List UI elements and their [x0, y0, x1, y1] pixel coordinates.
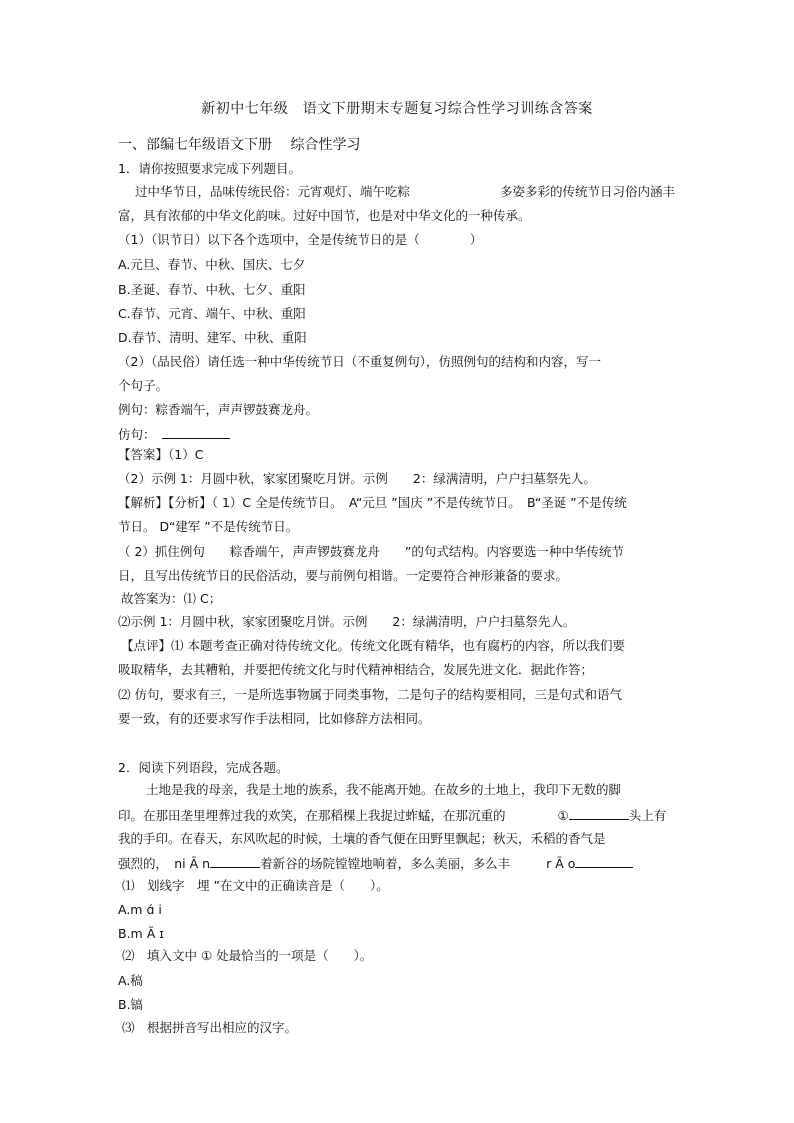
- q2-option-a-1: A.m ɑ́ i: [118, 902, 162, 917]
- q2-subquestion-2: ⑵ 填入文中 ① 处最恰当的一项是（ ）。: [122, 948, 373, 963]
- blank-marker-1: ①: [557, 808, 569, 823]
- a1-analysis-4: 日，且写出传统节日的民俗活动，要与前例句相谐。一定要符合神形兼备的要求。: [118, 568, 569, 583]
- q2-option-b-1: B.m Ã ɪ: [118, 926, 164, 941]
- answer-blank: [569, 806, 629, 820]
- q1-subquestion-1: （1）（识节日）以下各个选项中，全是传统节日的是（ ）: [118, 232, 483, 247]
- q2-passage-text: 强烈的， ni Ã n: [118, 856, 211, 871]
- q2-passage-text-cont: 头上有: [628, 808, 667, 823]
- q2-passage-text: 印。在那田垄里埋葬过我的欢笑，在那稻棵上我捉过蚱蜢，在那沉重的: [118, 808, 506, 823]
- a1-review-1: 【点评】⑴ 本题考查正确对待传统文化。传统文化既有精华，也有腐朽的内容，所以我们要: [121, 638, 625, 653]
- q1-passage-text-cont: 多姿多彩的传统节日习俗内涵丰: [500, 184, 676, 199]
- q1-passage-line-2: 富，具有浓郁的中华文化韵味。过好中国节，也是对中华文化的一种传承。: [118, 208, 531, 223]
- a1-answer-2: （2）示例 1：月圆中秋，家家团聚吃月饼。示例 2：绿满清明，户户扫墓祭先人。: [118, 471, 596, 486]
- q2-heading: 2．阅读下列语段，完成各题。: [118, 760, 289, 775]
- a1-analysis-3: （ 2）抓住例句 粽香端午，声声锣鼓赛龙舟 ”的句式结构。内容要选一种中华传统节: [118, 544, 624, 559]
- q1-imitation-label: 仿句：: [118, 427, 156, 442]
- q1-passage-text: 过中华节日，品味传统民俗：元宵观灯、端午吃粽: [135, 184, 411, 199]
- q1-option-c: C.春节、元宵、端午、中秋、重阳: [118, 306, 306, 321]
- answer-blank: [210, 854, 260, 868]
- q2-subquestion-1: ⑴ 划线字 埋 ”在文中的正确读音是（ ）。: [122, 878, 389, 893]
- answer-blank: [162, 425, 230, 439]
- a1-analysis-2: 节日。 D“建军 ”不是传统节日。: [118, 519, 299, 534]
- q1-option-a: A.元旦、春节、中秋、国庆、七夕: [118, 257, 306, 272]
- q2-passage-line-3: 我的手印。在春天，东风吹起的时候，土壤的香气便在田野里飘起；秋天，禾稻的香气是: [118, 831, 606, 846]
- a1-review-2: 吸取精华，去其糟粕，并要把传统文化与时代精神相结合，发展先进文化．据此作答；: [118, 662, 594, 677]
- q2-passage-line-4: [118, 854, 633, 873]
- q1-subquestion-2: （2）（品民俗）请任选一种中华传统节日（不重复例句），仿照例句的结构和内容，写一: [118, 354, 601, 369]
- q1-subquestion-2-cont: 个句子。: [118, 378, 169, 393]
- pinyin-rao: r Ã o: [546, 856, 576, 871]
- a1-review-4: 要一致，有的还要求写作手法相同，比如修辞方法相同。: [118, 711, 431, 726]
- q2-passage-line-2: [118, 806, 666, 825]
- a1-final-1: 故答案为：⑴ C；: [121, 591, 222, 606]
- q2-option-b-2: B.镐: [118, 997, 144, 1012]
- q2-passage-line-1: 土地是我的母亲，我是土地的族系，我不能离开她。在故乡的土地上，我印下无数的脚: [146, 782, 622, 797]
- q1-heading: 1．请你按照要求完成下列题目。: [118, 161, 301, 176]
- a1-final-2: ⑵示例 1：月圆中秋，家家团聚吃月饼。示例 2：绿满清明，户户扫墓祭先人。: [118, 614, 576, 629]
- a1-answer: 【答案】（1）C: [118, 447, 204, 462]
- q2-subquestion-3: ⑶ 根据拼音写出相应的汉字。: [122, 1020, 298, 1035]
- q1-example-sentence: 例句：粽香端午，声声锣鼓赛龙舟。: [118, 402, 319, 417]
- q2-passage-text-cont: 着新谷的场院镗镗地响着，多么美丽，多么丰: [260, 856, 511, 871]
- document-title: 新初中七年级 语文下册期末专题复习综合性学习训练含答案: [201, 101, 593, 117]
- q1-option-b: B.圣诞、春节、中秋、七夕、重阳: [118, 282, 306, 297]
- section-heading: 一、部编七年级语文下册 综合性学习: [118, 137, 361, 153]
- q1-passage-line: [135, 183, 675, 201]
- q1-imitation-line: [118, 425, 230, 444]
- q1-option-d: D.春节、清明、建军、中秋、重阳: [118, 330, 307, 345]
- a1-review-3: ⑵ 仿句，要求有三，一是所选事物属于同类事物，二是句子的结构要相同，三是句式和语气: [118, 687, 622, 702]
- a1-analysis-1: 【解析】【分析】（ 1）C 全是传统节日。 A“元旦 ”国庆 ”不是传统节日。 B“圣诞 ”不是传统: [118, 495, 627, 510]
- q2-option-a-2: A.稿: [118, 973, 143, 988]
- answer-blank: [575, 854, 633, 868]
